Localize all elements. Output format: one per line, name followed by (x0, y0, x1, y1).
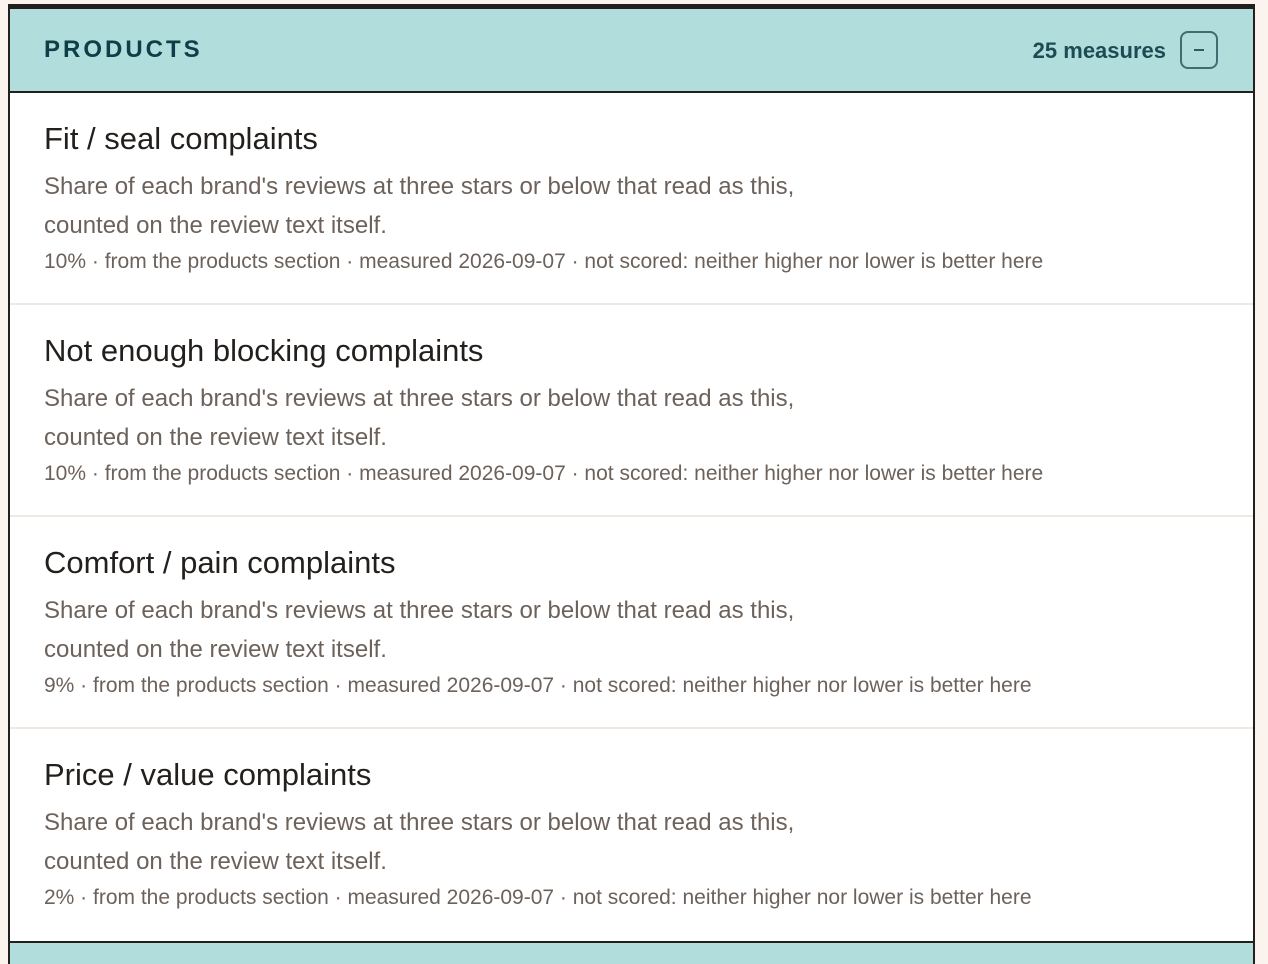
measure-title: Comfort / pain complaints (44, 545, 396, 580)
section-header[interactable] (10, 9, 1253, 93)
measure-description: Share of each brand's reviews at three stars or below that read as this, counted on the review text itself. (44, 385, 795, 451)
products-panel (8, 4, 1255, 964)
measure-meta: 9% · from the products section · measured 2026-09-07 · not scored: neither higher nor lower is better here (44, 674, 1032, 697)
measure-meta: 10% · from the products section · measured 2026-09-07 · not scored: neither higher nor lower is better here (44, 250, 1044, 273)
measure-description: Share of each brand's reviews at three stars or below that read as this, counted on the review text itself. (44, 597, 795, 663)
measure-meta: 10% · from the products section · measured 2026-09-07 · not scored: neither higher nor lower is better here (44, 462, 1044, 485)
measure-description: Share of each brand's reviews at three stars or below that read as this, counted on the review text itself. (44, 173, 795, 239)
measure-item (10, 517, 1253, 729)
measures-count: 25 measures (1032, 38, 1166, 63)
section-title: PRODUCTS (44, 36, 203, 63)
next-section-header[interactable] (10, 941, 1253, 964)
minus-icon (1194, 49, 1204, 51)
collapse-button[interactable] (1180, 31, 1218, 69)
measure-description: Share of each brand's reviews at three stars or below that read as this, counted on the review text itself. (44, 809, 795, 875)
measure-title: Price / value complaints (44, 757, 372, 792)
measure-item (10, 729, 1253, 941)
measure-title: Not enough blocking complaints (44, 333, 484, 368)
measure-title: Fit / seal complaints (44, 121, 318, 156)
measure-meta: 2% · from the products section · measured 2026-09-07 · not scored: neither higher nor lower is better here (44, 886, 1032, 909)
measure-item (10, 305, 1253, 517)
measure-item (10, 93, 1253, 305)
